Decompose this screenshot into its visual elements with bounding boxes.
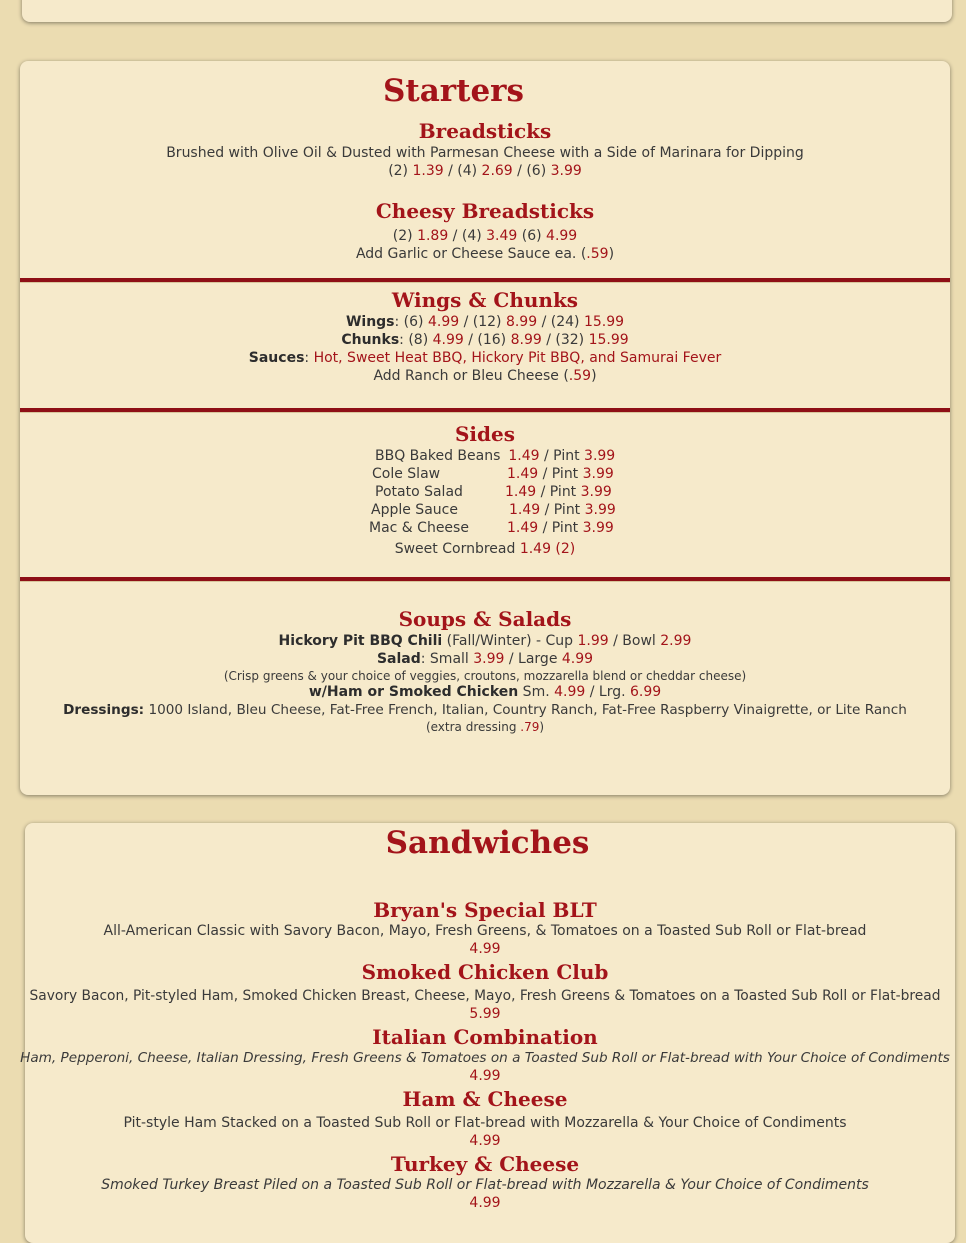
wings-prices: Wings: (6) 4.99 / (12) 8.99 / (24) 15.99 (345, 314, 625, 330)
sandwiches-panel (20, 823, 955, 1243)
sandwiches-title: Sandwiches (385, 825, 590, 861)
side-item: Cole Slaw 1.49 / Pint 3.99 (372, 466, 614, 482)
sandwich-price: 4.99 (469, 1068, 501, 1084)
cheesy-breadsticks-prices: (2) 1.89 / (4) 3.49 (6) 4.99 (392, 228, 578, 244)
cheesy-breadsticks-title: Cheesy Breadsticks (375, 199, 595, 223)
section-divider (20, 278, 950, 283)
side-item-pint-price: 3.99 (582, 466, 614, 482)
side-item: Apple Sauce 1.49 / Pint 3.99 (371, 502, 616, 518)
side-item: Potato Salad 1.49 / Pint 3.99 (375, 484, 612, 500)
side-item-name: Potato Salad (375, 484, 463, 500)
chunks-prices: Chunks: (8) 4.99 / (16) 8.99 / (32) 15.99 (341, 332, 629, 348)
chili-prices: Hickory Pit BBQ Chili (Fall/Winter) - Cup 1.99 / Bowl 2.99 (278, 633, 692, 649)
side-item-price: 1.49 (507, 466, 539, 482)
breadsticks-prices: (2) 1.39 / (4) 2.69 / (6) 3.99 (388, 163, 582, 179)
sandwich-description: Ham, Pepperoni, Cheese, Italian Dressing, Fresh Greens & Tomatoes on a Toasted Sub Roll or Flat-bread with Your Choice of Condiments (20, 1050, 950, 1066)
side-item-pint-price: 3.99 (584, 448, 616, 464)
sandwich-price: 4.99 (469, 1133, 501, 1149)
section-divider (20, 577, 950, 582)
side-item-price: 1.49 (507, 520, 539, 536)
sandwich-description: Savory Bacon, Pit-styled Ham, Smoked Chicken Breast, Cheese, Mayo, Fresh Greens & Tomatoes on a Toasted Sub Roll or Flat-bread (29, 988, 941, 1004)
side-item-pint-price: 3.99 (584, 502, 616, 518)
side-item-name: Mac & Cheese (369, 520, 469, 536)
side-item-pint-price: 3.99 (582, 520, 614, 536)
sandwich-price: 5.99 (469, 1006, 501, 1022)
sandwich-name: Bryan's Special BLT (373, 898, 597, 922)
sandwich-price: 4.99 (469, 1195, 501, 1211)
sides-title: Sides (454, 422, 515, 446)
previous-section-panel (22, 0, 952, 22)
side-item-name: Apple Sauce (371, 502, 458, 518)
side-item-pint-price: 3.99 (580, 484, 612, 500)
salad-prices: Salad: Small 3.99 / Large 4.99 (376, 651, 594, 667)
starters-panel (20, 61, 950, 795)
side-item-price: 1.49 (505, 484, 537, 500)
side-item-price: 1.49 (508, 448, 540, 464)
section-divider (20, 408, 950, 413)
sandwich-name: Italian Combination (372, 1025, 598, 1049)
salad-ham-chicken-prices: w/Ham or Smoked Chicken Sm. 4.99 / Lrg. 6.99 (308, 684, 662, 700)
sandwich-description: Smoked Turkey Breast Piled on a Toasted Sub Roll or Flat-bread with Mozzarella & Your Choice of Condiments (101, 1177, 869, 1193)
sweet-cornbread: Sweet Cornbread 1.49 (2) (394, 541, 576, 557)
wings-chunks-title: Wings & Chunks (391, 288, 579, 312)
sauces-list: Sauces: Hot, Sweet Heat BBQ, Hickory Pit BBQ, and Samurai Fever (248, 350, 722, 366)
sandwich-description: Pit-style Ham Stacked on a Toasted Sub Roll or Flat-bread with Mozzarella & Your Choice of Condiments (123, 1115, 847, 1131)
starters-title: Starters (383, 73, 524, 109)
extra-dressing: (extra dressing .79) (425, 720, 545, 734)
sandwich-name: Ham & Cheese (402, 1087, 568, 1111)
sandwich-name: Smoked Chicken Club (361, 960, 609, 984)
sandwich-name: Turkey & Cheese (390, 1152, 580, 1176)
side-item: BBQ Baked Beans 1.49 / Pint 3.99 (375, 448, 616, 464)
side-item-name: Cole Slaw (372, 466, 441, 482)
cheesy-breadsticks-addon: Add Garlic or Cheese Sauce ea. (.59) (355, 246, 615, 262)
wings-addon: Add Ranch or Bleu Cheese (.59) (373, 368, 597, 384)
salad-description: (Crisp greens & your choice of veggies, croutons, mozzarella blend or cheddar cheese) (223, 669, 747, 683)
breadsticks-description: Brushed with Olive Oil & Dusted with Parmesan Cheese with a Side of Marinara for Dipping (166, 145, 804, 161)
dressings-list: Dressings: 1000 Island, Bleu Cheese, Fat-Free French, Italian, Country Ranch, Fat-Free Raspberry Vinaigrette, or Lite Ranch (63, 702, 907, 718)
side-item-name: BBQ Baked Beans (375, 448, 501, 464)
sandwich-price: 4.99 (469, 941, 501, 957)
sandwich-description: All-American Classic with Savory Bacon, Mayo, Fresh Greens, & Tomatoes on a Toasted Sub Roll or Flat-bread (103, 923, 867, 939)
breadsticks-title: Breadsticks (418, 119, 552, 143)
soups-salads-title: Soups & Salads (398, 607, 572, 631)
side-item-price: 1.49 (509, 502, 541, 518)
side-item: Mac & Cheese 1.49 / Pint 3.99 (369, 520, 614, 536)
